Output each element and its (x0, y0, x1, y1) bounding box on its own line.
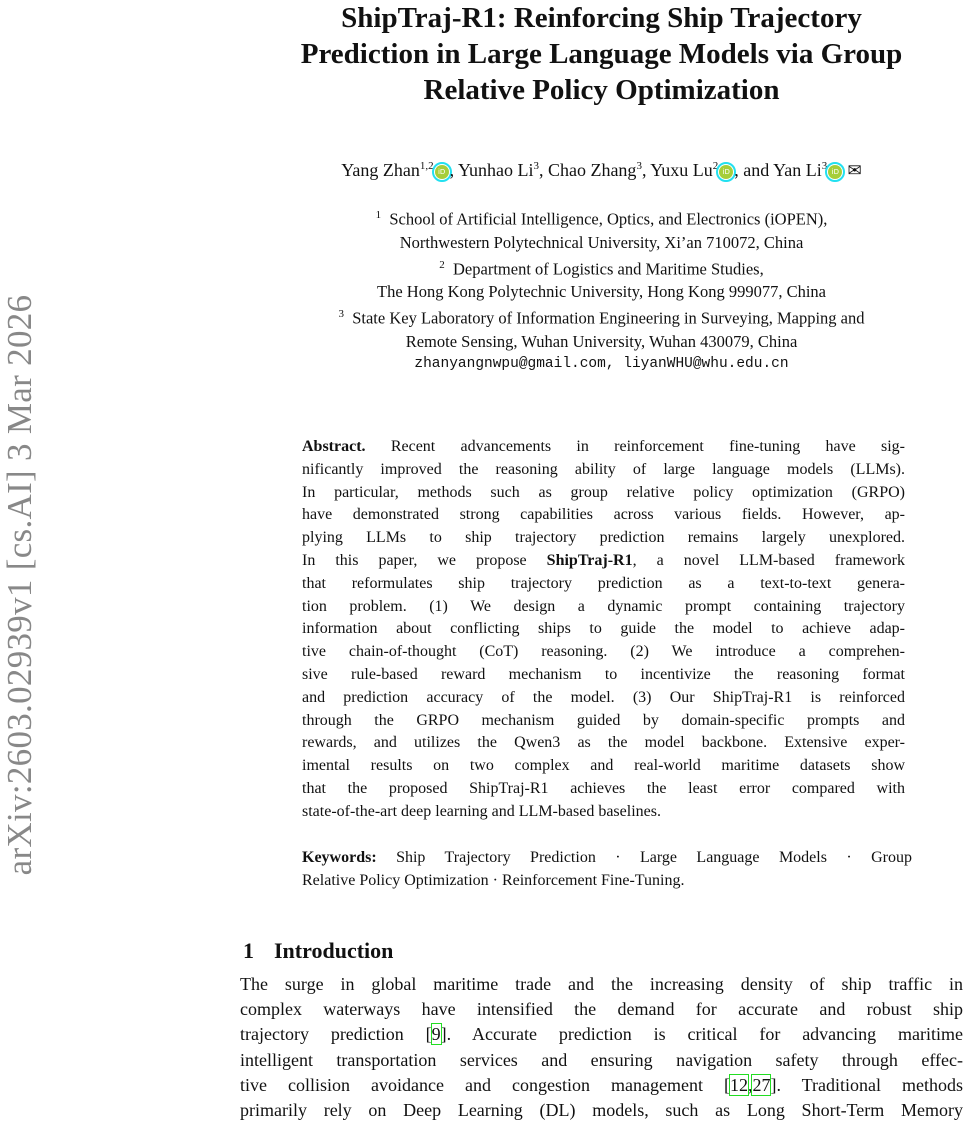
abstract-line (302, 641, 905, 664)
text-segment: , (747, 1074, 753, 1095)
bold-text: Abstract. (302, 438, 366, 455)
author-name: Yunhao Li (457, 160, 534, 180)
envelope-icon[interactable]: ✉ (843, 161, 862, 180)
affiliation-text: School of Artificial Intelligence, Optics, and Electronics (iOPEN), (389, 209, 828, 229)
keywords-line (302, 870, 912, 893)
abstract-line (302, 527, 905, 550)
text-segment: complex waterways have intensified the demand for accurate and robust ship (240, 999, 963, 1020)
author-name: Yang Zhan (341, 160, 420, 180)
abstract-line (302, 687, 905, 710)
text-segment: ]. Traditional methods (770, 1074, 963, 1095)
affiliations (240, 204, 963, 376)
text-segment: The surge in global maritime trade and the increasing density of ship traffic in (240, 974, 963, 994)
author (548, 160, 642, 180)
abstract-line (302, 755, 905, 778)
abstract-line (302, 710, 905, 733)
abstract-line (302, 573, 905, 596)
author-emails: zhanyangnwpu@gmail.com, liyanWHU@whu.edu.cn (414, 355, 789, 372)
text-segment: nificantly improved the reasoning ability of large language models (LLMs). (302, 460, 905, 478)
abstract-line (302, 618, 905, 641)
abstract-line (302, 732, 905, 755)
text-segment: information about conflicting ships to guide the model to achieve adap- (302, 620, 905, 638)
text-segment: , a novel LLM-based framework (632, 551, 905, 569)
abstract-line (302, 550, 905, 573)
keywords (302, 847, 912, 893)
intro-line (240, 1022, 963, 1047)
intro-line (240, 972, 963, 997)
citation-link[interactable]: 9 (431, 1024, 441, 1045)
abstract-line (302, 664, 905, 687)
text-segment: state-of-the-art deep learning and LLM-based baselines. (302, 802, 661, 820)
intro-line (240, 997, 963, 1022)
abstract-line (302, 504, 905, 527)
abstract-line (302, 801, 905, 824)
introduction-body (240, 972, 963, 1123)
author-affiliation-marker: 2 (712, 160, 719, 172)
text-segment: imental results on two complex and real-world maritime datasets show (302, 757, 905, 775)
bold-text: ShipTraj-R1 (546, 551, 633, 569)
text-segment: through the GRPO mechanism guided by domain-specific prompts and (302, 711, 905, 729)
affiliation-line (240, 204, 963, 231)
affiliation-text: Northwestern Polytechnical University, Xi’an 710072, China (399, 232, 804, 252)
affiliation-line (240, 330, 963, 353)
author (341, 160, 449, 180)
author-name: Yuxu Lu (650, 160, 713, 180)
citation-link[interactable]: 27 (752, 1074, 771, 1095)
affiliation-marker: 1 (375, 209, 382, 221)
author-affiliation-marker: 3 (821, 160, 828, 172)
author-affiliation-marker: 3 (533, 160, 539, 172)
title-line: Relative Policy Optimization (423, 74, 780, 106)
arxiv-identifier-stamp: arXiv:2603.02939v1 [cs.AI] 3 Mar 2026 (0, 294, 39, 876)
affiliation-text: The Hong Kong Polytechnic University, Hong Kong 999077, China (377, 282, 826, 301)
affiliation-line (240, 254, 963, 281)
orcid-icon[interactable]: iD (828, 165, 842, 179)
affiliation-marker: 2 (439, 258, 445, 271)
section-heading-introduction (243, 938, 393, 964)
orcid-icon[interactable]: iD (719, 165, 733, 179)
affiliation-text: State Key Laboratory of Information Engineering in Surveying, Mapping and (352, 308, 865, 328)
text-segment: tion problem. (1) We design a dynamic prompt containing trajectory (302, 597, 905, 615)
author (650, 160, 734, 180)
abstract-line (302, 436, 905, 459)
title-line: Prediction in Large Language Models via Group (300, 38, 903, 70)
abstract-line (302, 459, 905, 482)
text-segment: and prediction accuracy of the model. (3) Our ShipTraj-R1 is reinforced (302, 688, 905, 706)
author-name: Chao Zhang (547, 160, 637, 180)
text-segment: Ship Trajectory Prediction · Large Language Models · Group (376, 849, 912, 866)
text-segment: In this paper, we propose (302, 551, 547, 569)
text-segment: tive chain-of-thought (CoT) reasoning. (2) We introduce a comprehen- (302, 643, 905, 661)
text-segment: ]. Accurate prediction is critical for advancing maritime (440, 1024, 963, 1045)
text-segment: have demonstrated strong capabilities across various fields. However, ap- (302, 506, 905, 524)
section-title: Introduction (274, 938, 394, 963)
abstract-line (302, 482, 905, 505)
paper-title (240, 0, 963, 108)
text-segment: sive rule-based reward mechanism to incentivize the reasoning format (302, 665, 905, 683)
affiliation-line (240, 231, 963, 254)
text-segment: primarily rely on Deep Learning (DL) models, such as Long Short-Term Memory (240, 1100, 963, 1121)
affiliation-text: Department of Logistics and Maritime Studies, (453, 259, 764, 278)
abstract (302, 436, 905, 824)
affiliation-line (240, 303, 963, 330)
affiliation-marker: 3 (338, 308, 344, 320)
text-segment: Relative Policy Optimization · Reinforcement Fine-Tuning. (302, 871, 685, 889)
keywords-line (302, 847, 912, 870)
text-segment: intelligent transportation services and ensuring navigation safety through effec- (240, 1049, 963, 1070)
bold-text: Keywords: (302, 849, 377, 866)
author (458, 160, 539, 180)
text-segment: rewards, and utilizes the Qwen3 as the model backbone. Extensive exper- (302, 734, 905, 752)
text-segment: that the proposed ShipTraj-R1 achieves the least error compared with (302, 779, 905, 797)
title-line: ShipTraj-R1: Reinforcing Ship Trajectory (341, 2, 862, 34)
abstract-line (302, 778, 905, 801)
text-segment: that reformulates ship trajectory prediction as a text-to-text genera- (302, 574, 905, 592)
intro-line (240, 1073, 963, 1098)
affiliation-text: Remote Sensing, Wuhan University, Wuhan 430079, China (405, 331, 798, 351)
affiliation-line (240, 280, 963, 303)
orcid-icon[interactable]: iD (435, 165, 449, 179)
intro-line (240, 1048, 963, 1073)
text-segment: trajectory prediction [ (240, 1024, 432, 1045)
author-list: Yang Zhan$^{1,2}$ iD , Yunhao Li$^3$, Chao Zhang$^3$, Yuxu Lu$^2$ iD , and Yan Li$^3$ iD ✉ (341, 160, 862, 180)
author-affiliation-marker: 3 (636, 160, 642, 172)
text-segment: plying LLMs to ship trajectory prediction remains largely unexplored. (302, 529, 905, 547)
section-number: 1 (243, 938, 254, 963)
abstract-line (302, 596, 905, 619)
author-affiliation-marker: 1,2 (419, 160, 434, 172)
author (743, 160, 862, 180)
citation-link[interactable]: 12 (729, 1074, 748, 1095)
text-segment: Recent advancements in reinforcement fine-tuning have sig- (365, 438, 905, 455)
text-segment: In particular, methods such as group relative policy optimization (GRPO) (302, 483, 905, 501)
text-segment: tive collision avoidance and congestion management [ (240, 1074, 730, 1095)
intro-line (240, 1098, 963, 1123)
author-name: and Yan Li (743, 160, 822, 180)
